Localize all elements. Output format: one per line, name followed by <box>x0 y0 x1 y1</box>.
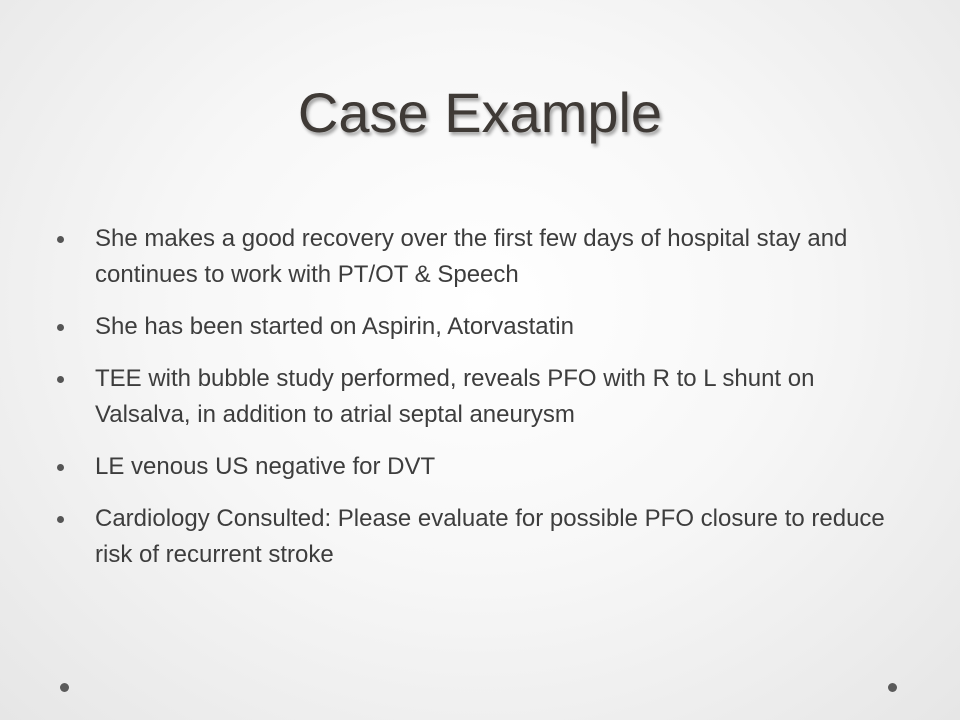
bullet-text: Cardiology Consulted: Please evaluate for possible PFO closure to reduce risk of recurrent stroke <box>95 505 885 568</box>
bullet-dot-icon <box>57 324 64 331</box>
bullet-dot-icon <box>57 376 64 383</box>
bullet-item <box>57 501 897 573</box>
bullet-text: TEE with bubble study performed, reveals PFO with R to L shunt on Valsalva, in addition to atrial septal aneurysm <box>95 365 815 428</box>
bullet-item <box>57 361 897 433</box>
bullet-list <box>57 221 897 589</box>
bullet-dot-icon <box>57 516 64 523</box>
slide-title: Case Example <box>297 81 663 144</box>
corner-dot-left-icon <box>60 683 69 692</box>
bullet-dot-icon <box>57 464 64 471</box>
bullet-text: She makes a good recovery over the first few days of hospital stay and continues to work with PT/OT & Speech <box>95 225 848 288</box>
bullet-item <box>57 309 897 345</box>
bullet-item <box>57 449 897 485</box>
bullet-text: She has been started on Aspirin, Atorvastatin <box>95 313 574 340</box>
bullet-item <box>57 221 897 293</box>
corner-dot-right-icon <box>888 683 897 692</box>
bullet-dot-icon <box>57 236 64 243</box>
bullet-text: LE venous US negative for DVT <box>95 453 436 480</box>
